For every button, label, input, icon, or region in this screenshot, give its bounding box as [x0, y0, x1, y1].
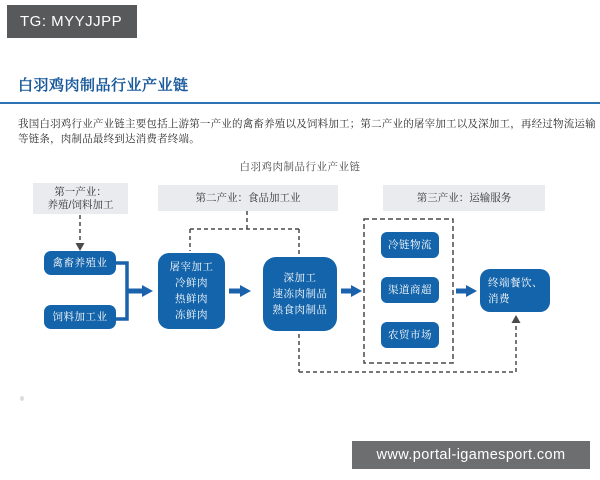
node-label: 熟食肉制品	[272, 304, 328, 316]
arrowhead-down-icon	[76, 243, 85, 251]
node-label: 禽畜养殖业	[52, 257, 108, 269]
node-label: 冷鲜肉	[175, 277, 208, 289]
website-badge: www.portal-igamesport.com	[352, 441, 590, 469]
header-tertiary-label: 第三产业：运输服务	[416, 191, 512, 204]
node-label: 农贸市场	[388, 329, 432, 341]
arrowhead-right-icon	[142, 285, 153, 297]
page-title: 白羽鸡肉制品行业产业链	[18, 77, 189, 94]
node-feed-processing	[44, 305, 116, 329]
node-label: 冷链物流	[388, 239, 432, 251]
title-divider	[0, 102, 600, 104]
arrowhead-right-icon	[351, 285, 362, 297]
header-primary-line1: 第一产业：	[54, 185, 107, 198]
node-label: 消费	[488, 292, 510, 305]
node-label: 屠宰加工	[169, 261, 214, 273]
node-label: 渠道商超	[388, 284, 432, 296]
node-label: 深加工	[283, 272, 317, 284]
node-label: 冻鲜肉	[175, 309, 208, 321]
node-farmers-market	[381, 322, 439, 348]
header-primary-line2: 养殖/饲料加工	[47, 198, 114, 211]
node-label: 饲料加工业	[52, 311, 108, 323]
node-terminal-consumption	[480, 269, 550, 312]
industry-chain-diagram	[0, 155, 600, 387]
node-deep-processing	[263, 257, 337, 331]
arrowhead-right-icon	[240, 285, 251, 297]
node-slaughter-processing	[158, 253, 225, 329]
header-tertiary-industry	[383, 185, 545, 211]
arrowhead-up-icon	[512, 315, 521, 323]
diagram-title: 白羽鸡肉制品行业产业链	[239, 161, 361, 173]
node-livestock-farming	[44, 251, 116, 275]
node-label: 终端餐饮、	[488, 276, 543, 289]
primary-bracket-connector	[116, 263, 127, 319]
header-secondary-industry	[158, 185, 338, 211]
node-channel-supermarket	[381, 277, 439, 303]
telegram-badge: TG: MYYJJPP	[7, 5, 137, 38]
arrowhead-right-icon	[466, 285, 477, 297]
header-primary-industry	[33, 183, 128, 214]
node-label: 速冻肉制品	[272, 288, 328, 300]
stray-watermark-dot	[20, 396, 24, 401]
node-cold-chain-logistics	[381, 232, 439, 258]
node-label: 热鲜肉	[175, 293, 208, 305]
header-secondary-label: 第二产业：食品加工业	[195, 191, 301, 204]
intro-paragraph: 我国白羽鸡行业产业链主要包括上游第一产业的禽畜养殖以及饲料加工；第二产业的屠宰加工以及深加工，再经过物流运输等链条，肉制品最终到达消费者终端。	[18, 118, 596, 145]
